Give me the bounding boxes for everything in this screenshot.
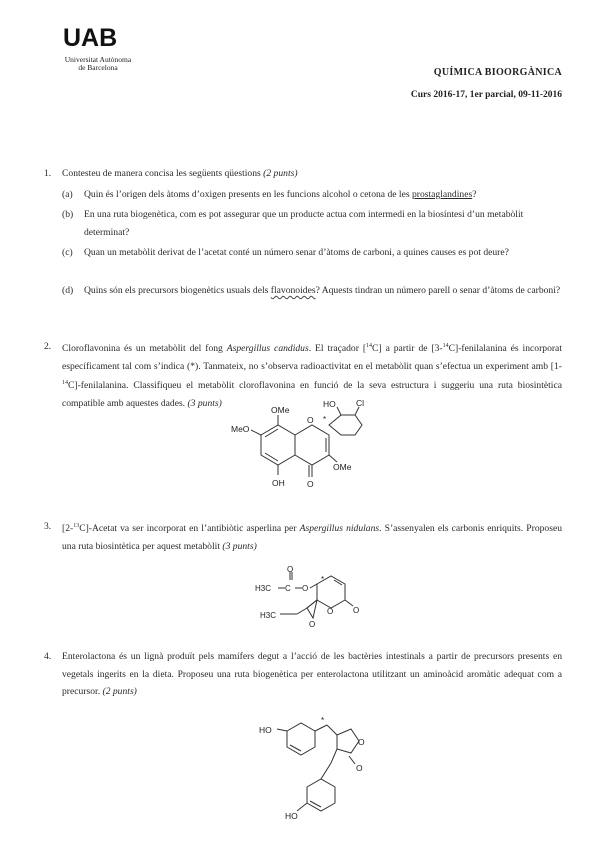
organism-name: Aspergillus nidulans bbox=[299, 523, 380, 535]
university-name bbox=[48, 56, 148, 72]
label-h3c-acetyl: H3C bbox=[255, 584, 272, 593]
isotope-mass: 14 bbox=[442, 343, 449, 349]
university-line-2: de Barcelona bbox=[78, 63, 118, 72]
label-o-lactone: O bbox=[353, 606, 360, 615]
isotope-mass: 13 bbox=[73, 523, 80, 529]
sub-text: Quins són els precursors biogenètics usuals dels bbox=[84, 285, 271, 296]
label-o-keto: O bbox=[356, 763, 363, 773]
label-meo: MeO bbox=[231, 424, 250, 434]
sub-text-end: ? bbox=[472, 189, 477, 200]
label-keto-o: O bbox=[307, 479, 314, 489]
sub-text: Quan un metabòlit derivat de l’acetat conté un número senar d’àtoms de carboni, a quines causes es pot deure? bbox=[84, 247, 509, 258]
points: (3 punts) bbox=[187, 397, 222, 409]
question-number: 1. bbox=[44, 168, 52, 179]
chloroflavonin-structure bbox=[225, 400, 375, 505]
asperlin-structure bbox=[255, 566, 365, 636]
text: Enterolactona és un lignà produït pels mamífers degut a l’acció de les bactèries intestinals a partir de precursors presents en vegetals ingerits en la dieta. Proposeu una ruta biogenètica per enterolactona utilitzant un aminoàcid aromàtic adequat com a precursor. bbox=[62, 651, 562, 697]
label-ho-top: HO bbox=[259, 725, 272, 735]
question-text bbox=[62, 648, 562, 701]
label-c: C bbox=[285, 584, 291, 593]
university-logo: UAB bbox=[63, 24, 118, 52]
label-star: * bbox=[323, 415, 327, 424]
sub-label: (d) bbox=[62, 285, 74, 296]
text: C]-fenilalanina és incorporat específicament tal com s’indica (*). Tanmateix, no s’observa radioactivitat en el metabòlit quan s’efectua un experiment amb [1- bbox=[62, 343, 562, 372]
text: C]-fenilalanina. Classifiqueu el metabòlit cloroflavonina en funció de la seva estructura i suggeriu una ruta biosintètica compatible amb aquestes dades. bbox=[62, 380, 562, 409]
label-ho-bottom: HO bbox=[285, 811, 298, 821]
course-title: QUÍMICA BIOORGÀNICA bbox=[433, 67, 562, 78]
question-number: 2. bbox=[44, 341, 52, 352]
question-text bbox=[62, 518, 562, 555]
question-intro bbox=[62, 165, 562, 183]
text: C]-Acetat va ser incorporat en l’antibiòtic asperlina per bbox=[79, 523, 300, 535]
label-o-ring: O bbox=[327, 607, 334, 616]
exam-info: Curs 2016-17, 1er parcial, 09-11-2016 bbox=[410, 90, 562, 100]
sub-text: Quin és l’origen dels àtoms d’oxigen presents en les funcions alcohol o cetona de les bbox=[84, 189, 412, 200]
underlined-term: prostaglandines bbox=[411, 189, 473, 200]
isotope-mass: 14 bbox=[62, 380, 68, 387]
text: [2- bbox=[62, 523, 74, 535]
points: (2 punts) bbox=[102, 686, 137, 697]
sub-label: (c) bbox=[62, 247, 73, 258]
label-o-epoxide: O bbox=[309, 620, 316, 629]
intro-text: Contesteu de manera concisa les següents qüestions bbox=[62, 168, 261, 179]
text: . S’assenyalen els carbonis enriquits. Proposeu una ruta biosintètica per aquest metabòlit bbox=[62, 523, 563, 552]
label-ome-right: OMe bbox=[333, 462, 352, 472]
sub-text: En una ruta biogenètica, com es pot assegurar que un producte actua com intermedi en la biosíntesi d’un metabòlit determinat? bbox=[84, 209, 524, 238]
sub-label: (a) bbox=[62, 189, 73, 200]
label-o-ring: O bbox=[358, 737, 365, 747]
label-oh: OH bbox=[272, 478, 285, 488]
text: . El traçador [ bbox=[308, 343, 367, 355]
isotope-mass: 14 bbox=[366, 343, 373, 349]
label-cl: Cl bbox=[356, 400, 365, 408]
label-h3c-methyl: H3C bbox=[260, 611, 277, 620]
text: C] a partir de [3- bbox=[372, 343, 443, 355]
points: (2 punts) bbox=[263, 168, 298, 179]
enterolactone-structure bbox=[255, 715, 375, 840]
sub-label: (b) bbox=[62, 209, 74, 220]
university-line-1: Universitat Autònoma bbox=[64, 55, 132, 64]
label-ome-top: OMe bbox=[271, 405, 290, 415]
label-star: * bbox=[321, 716, 325, 725]
label-star: * bbox=[321, 575, 325, 584]
label-o-ester: O bbox=[302, 584, 309, 593]
underlined-term: flavonoides bbox=[270, 285, 316, 296]
ring-oxygen-label: O bbox=[307, 415, 314, 425]
sub-text-end: ? Aquests tindran un número parell o senar d’àtoms de carboni? bbox=[315, 285, 561, 296]
text: Cloroflavonina és un metabòlit del fong bbox=[62, 343, 227, 355]
label-ho: HO bbox=[323, 400, 336, 409]
question-number: 4. bbox=[44, 651, 52, 662]
points: (3 punts) bbox=[222, 540, 257, 552]
label-o-carbonyl: O bbox=[287, 566, 294, 574]
organism-name: Aspergillus candidus bbox=[226, 343, 309, 355]
question-number: 3. bbox=[44, 521, 52, 532]
